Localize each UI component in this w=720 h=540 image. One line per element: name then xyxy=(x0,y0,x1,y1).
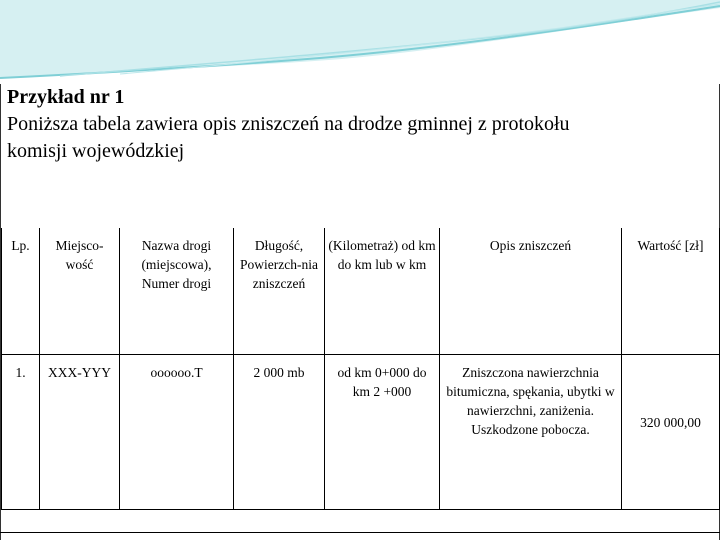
header-damage-description: Opis zniszczeń xyxy=(440,228,622,355)
damage-table xyxy=(1,228,720,510)
header-length-area: Długość, Powierzch-nia zniszczeń xyxy=(234,228,325,355)
description-line-1: Poniższa tabela zawiera opis zniszczeń na drodze gminnej z protokołu xyxy=(7,113,570,135)
cell-locality: XXX-YYY xyxy=(40,355,120,510)
table-header-row xyxy=(2,228,720,355)
cell-damage-description: Zniszczona nawierzchnia bitumiczna, spękania, ubytki w nawierzchni, zaniżenia. Uszkodzone pobocza. xyxy=(440,355,622,510)
table-row xyxy=(2,355,720,510)
header-locality: Miejsco-wość xyxy=(40,228,120,355)
wave-decoration xyxy=(0,0,720,90)
header-road-name: Nazwa drogi (miejscowa), Numer drogi xyxy=(120,228,234,355)
example-title: Przykład nr 1 xyxy=(7,86,125,108)
bottom-rule xyxy=(0,532,720,533)
cell-road-name: oooooo.T xyxy=(120,355,234,510)
cell-kilometrage: od km 0+000 do km 2 +000 xyxy=(325,355,440,510)
header-value: Wartość [zł] xyxy=(622,228,720,355)
cell-length: 2 000 mb xyxy=(234,355,325,510)
description-line-2: komisji wojewódzkiej xyxy=(7,140,185,162)
heading-block xyxy=(7,84,707,165)
header-kilometrage: (Kilometraż) od km do km lub w km xyxy=(325,228,440,355)
header-lp: Lp. xyxy=(2,228,40,355)
cell-value: 320 000,00 xyxy=(622,355,720,510)
cell-lp: 1. xyxy=(2,355,40,510)
